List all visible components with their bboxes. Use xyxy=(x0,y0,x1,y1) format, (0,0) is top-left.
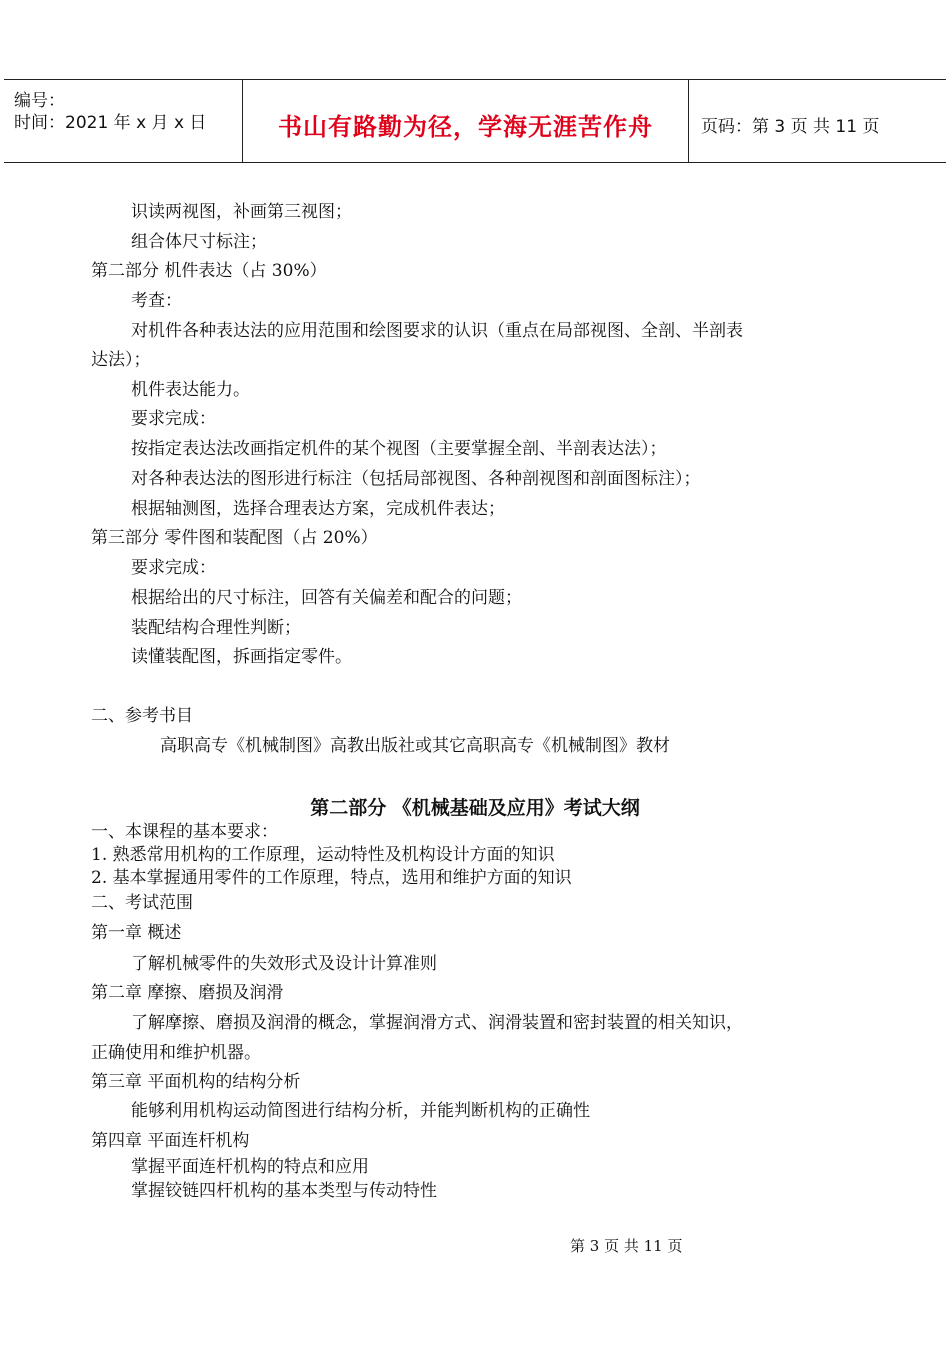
header-page-info: 页码：第 3 页 共 11 页 xyxy=(701,117,880,137)
chapter-heading: 第一章 概述 xyxy=(91,923,182,943)
body-line: 高职高专《机械制图》高教出版社或其它高职高专《机械制图》教材 xyxy=(160,736,670,756)
body-line: 掌握铰链四杆机构的基本类型与传动特性 xyxy=(131,1181,437,1201)
body-line: 对机件各种表达法的应用范围和绘图要求的认识（重点在局部视图、全剖、半剖表 xyxy=(131,321,743,341)
header-left-cell xyxy=(4,80,243,162)
body-line: 考查： xyxy=(131,291,182,311)
chapter-heading: 第四章 平面连杆机构 xyxy=(91,1131,250,1151)
body-line: 要求完成： xyxy=(131,409,216,429)
page-footer xyxy=(0,1235,950,1256)
section-heading: 二、参考书目 xyxy=(91,706,193,726)
body-line: 能够利用机构运动简图进行结构分析，并能判断机构的正确性 xyxy=(131,1101,590,1121)
chapter-heading: 第三章 平面机构的结构分析 xyxy=(91,1072,301,1092)
footer-page-number: 第 3 页 共 11 页 xyxy=(570,1237,683,1255)
body-line: 对各种表达法的图形进行标注（包括局部视图、各种剖视图和剖面图标注）； xyxy=(131,469,701,489)
body-line: 机件表达能力。 xyxy=(131,380,250,400)
body-line: 装配结构合理性判断； xyxy=(131,618,301,638)
section-heading: 第二部分 机件表达（占 30%） xyxy=(91,261,327,281)
body-line: 了解机械零件的失效形式及设计计算准则 xyxy=(131,954,437,974)
body-line: 组合体尺寸标注； xyxy=(131,232,267,252)
header-motto: 书山有路勤为径，学海无涯苦作舟 xyxy=(278,113,653,141)
body-line: 掌握平面连杆机构的特点和应用 xyxy=(131,1157,369,1177)
section-heading: 第三部分 零件图和装配图（占 20%） xyxy=(91,528,378,548)
body-line: 要求完成： xyxy=(131,558,216,578)
body-line: 根据轴测图，选择合理表达方案，完成机件表达； xyxy=(131,499,505,519)
body-line: 达法）； xyxy=(91,350,151,370)
body-line: 根据给出的尺寸标注，回答有关偏差和配合的问题； xyxy=(131,588,522,608)
body-line: 正确使用和维护机器。 xyxy=(91,1043,261,1063)
body-line: 读懂装配图，拆画指定零件。 xyxy=(131,647,352,667)
list-heading: 一、本课程的基本要求： xyxy=(91,822,278,842)
serial-number-label: 编号： xyxy=(14,91,65,111)
list-heading: 二、考试范围 xyxy=(91,893,193,913)
body-line: 了解摩擦、磨损及润滑的概念，掌握润滑方式、润滑装置和密封装置的相关知识， xyxy=(131,1013,743,1033)
chapter-heading: 第二章 摩擦、磨损及润滑 xyxy=(91,983,284,1003)
list-item: 2. 基本掌握通用零件的工作原理，特点，选用和维护方面的知识 xyxy=(91,868,572,888)
page-header-table xyxy=(4,79,946,163)
header-center-cell xyxy=(243,80,689,162)
body-line: 识读两视图，补画第三视图； xyxy=(131,202,352,222)
list-item: 1. 熟悉常用机构的工作原理，运动特性及机构设计方面的知识 xyxy=(91,845,555,865)
header-right-cell xyxy=(689,80,946,162)
date-label: 时间：2021 年 x 月 x 日 xyxy=(14,113,207,133)
section-title: 第二部分 《机械基础及应用》考试大纲 xyxy=(310,797,640,819)
body-line: 按指定表达法改画指定机件的某个视图（主要掌握全剖、半剖表达法）； xyxy=(131,439,667,459)
